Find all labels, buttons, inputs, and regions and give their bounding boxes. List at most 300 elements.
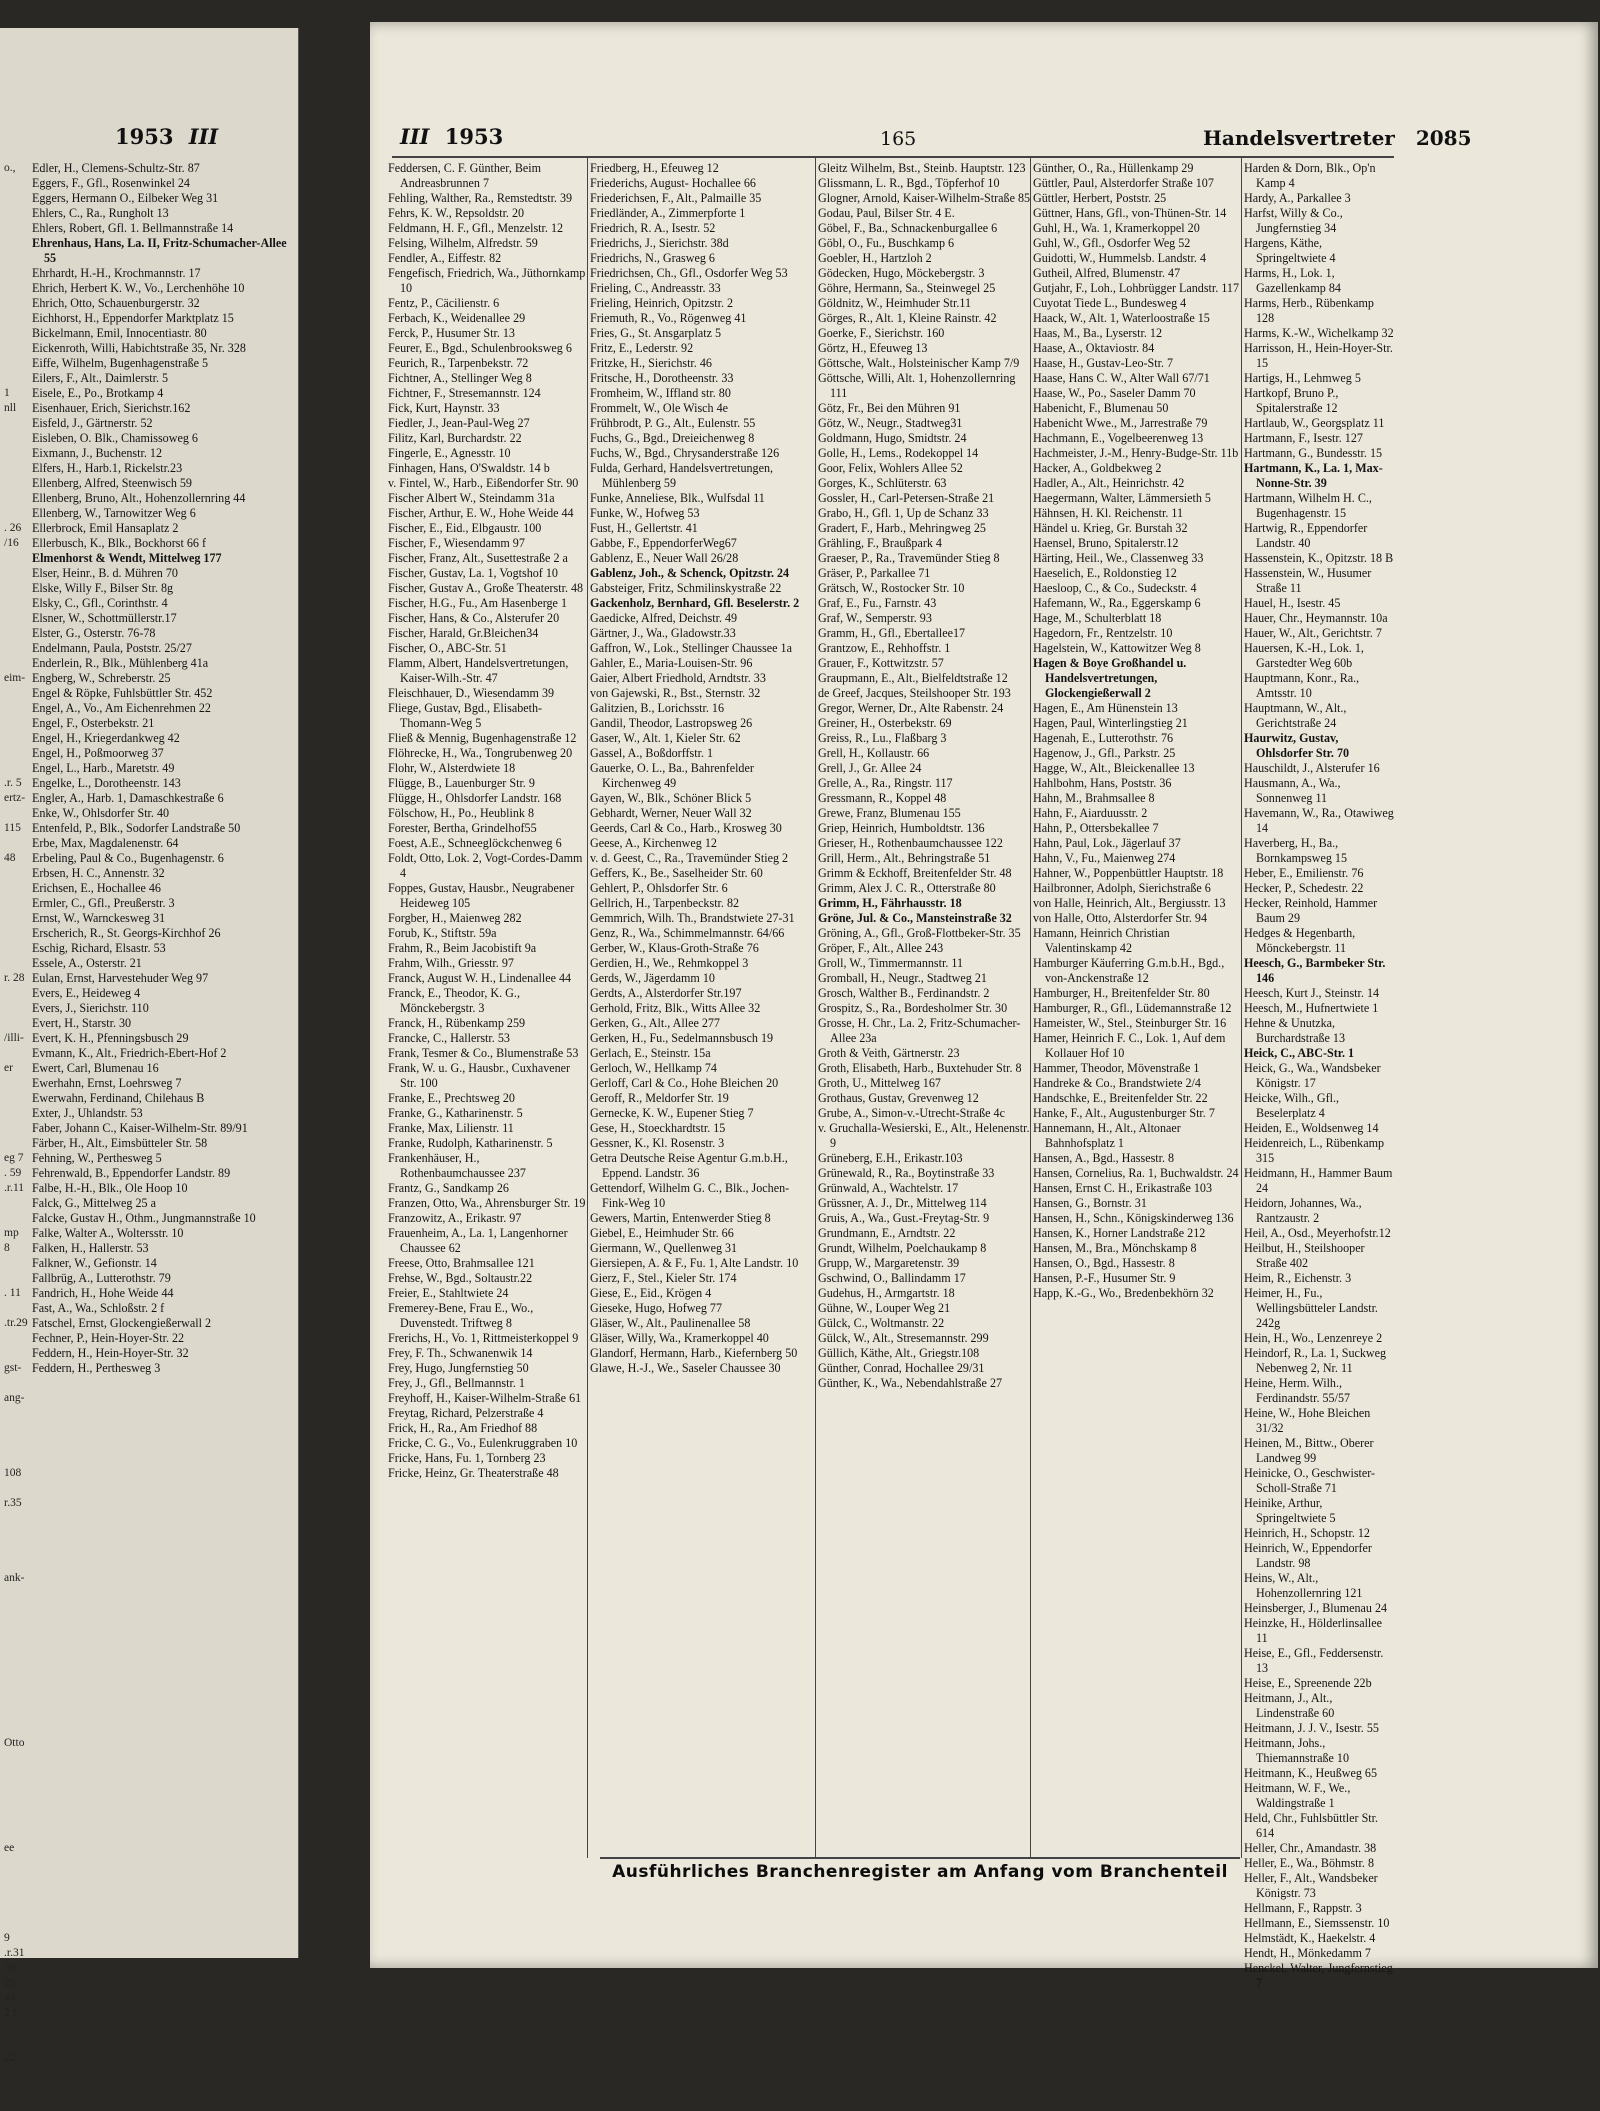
page-number: 165 xyxy=(880,128,917,150)
margin-fragment xyxy=(4,896,26,911)
directory-entry: Finhagen, Hans, O'Swaldstr. 14 b xyxy=(388,461,550,475)
margin-fragment xyxy=(4,1676,26,1691)
margin-fragment: /illi- xyxy=(4,1032,24,1044)
margin-fragment xyxy=(4,1631,26,1646)
directory-entry: Gerdts, A., Alsterdorfer Str.197 xyxy=(590,986,742,1000)
margin-fragment xyxy=(4,1211,26,1226)
directory-entry: Engberg, W., Schreberstr. 25 xyxy=(32,671,171,685)
directory-entry: Foest, A.E., Schneeglöckchenweg 6 xyxy=(388,836,562,850)
margin-fragment xyxy=(4,1271,26,1286)
directory-entry: Falke, Walter A., Woltersstr. 10 xyxy=(32,1226,184,1240)
directory-entry: Grieser, H., Rothenbaumchaussee 122 xyxy=(818,836,1003,850)
directory-entry: Gebhardt, Werner, Neuer Wall 32 xyxy=(590,806,752,820)
directory-entry: Gierz, F., Stel., Kieler Str. 174 xyxy=(590,1271,737,1285)
directory-entry: Enke, W., Ohlsdorfer Str. 40 xyxy=(32,806,170,820)
margin-fragment: .r.31 xyxy=(4,1947,25,1959)
column-3 xyxy=(818,161,1031,1861)
directory-entry: Heinsberger, J., Blumenau 24 xyxy=(1244,1601,1388,1615)
margin-fragment: 1 xyxy=(4,387,10,399)
margin-fragment: ank- xyxy=(4,1572,25,1584)
directory-entry: Goerke, F., Sierichstr. 160 xyxy=(818,326,945,340)
directory-entry: Härting, Heil., We., Classenweg 33 xyxy=(1033,551,1204,565)
directory-entry: Hartkopf, Bruno P., Spitalerstraße 12 xyxy=(1244,386,1339,415)
directory-entry: Heindorf, R., La. 1, Suckweg Nebenweg 2, Nr. 11 xyxy=(1244,1346,1387,1375)
margin-fragment xyxy=(4,236,26,251)
directory-entry: Gauerke, O. L., Ba., Bahrenfelder Kirchenweg 49 xyxy=(590,761,754,790)
directory-entry: Hahn, F., Aiarduusstr. 2 xyxy=(1033,806,1148,820)
margin-fragment xyxy=(4,701,26,716)
directory-entry: Guhl, W., Gfl., Osdorfer Weg 52 xyxy=(1033,236,1191,250)
directory-entry: Engel, H., Kriegerdankweg 42 xyxy=(32,731,180,745)
directory-entry: Gutheil, Alfred, Blumenstr. 47 xyxy=(1033,266,1181,280)
directory-entry: Eggers, F., Gfl., Rosenwinkel 24 xyxy=(32,176,190,190)
directory-entry: Friederichs, August- Hochallee 66 xyxy=(590,176,756,190)
left-page-fragments xyxy=(4,161,26,2111)
column-divider xyxy=(1241,158,1242,1858)
directory-entry: Grähling, F., Braußpark 4 xyxy=(818,536,942,550)
directory-entry: Grospitz, S., Ra., Bordesholmer Str. 30 xyxy=(818,1001,1008,1015)
directory-entry: Göhre, Hermann, Sa., Steinwegel 25 xyxy=(818,281,996,295)
margin-fragment xyxy=(4,911,26,926)
directory-entry: Glogner, Arnold, Kaiser-Wilhelm-Straße 85 xyxy=(818,191,1031,205)
directory-entry: Hadler, A., Alt., Heinrichstr. 42 xyxy=(1033,476,1185,490)
directory-entry: Heick, G., Wa., Wandsbeker Königstr. 17 xyxy=(1244,1061,1381,1090)
directory-entry: Fischer, Hans, & Co., Alsterufer 20 xyxy=(388,611,560,625)
directory-entry: Hacker, A., Goldbekweg 2 xyxy=(1033,461,1162,475)
directory-entry: Erscherich, R., St. Georgs-Kirchhof 26 xyxy=(32,926,221,940)
directory-entry: Forub, K., Stiftstr. 59a xyxy=(388,926,497,940)
directory-entry: Heitmann, J. J. V., Isestr. 55 xyxy=(1244,1721,1379,1735)
directory-entry: Gülck, C., Woltmanstr. 22 xyxy=(818,1316,945,1330)
directory-entry: Goldmann, Hugo, Smidtstr. 24 xyxy=(818,431,967,445)
directory-entry: Fingerle, E., Agnesstr. 10 xyxy=(388,446,511,460)
margin-fragment xyxy=(4,1301,26,1316)
directory-entry: Engel & Röpke, Fuhlsbüttler Str. 452 xyxy=(32,686,213,700)
directory-entry: Heinen, M., Bittw., Oberer Landweg 99 xyxy=(1244,1436,1374,1465)
directory-entry: Ellerbrock, Emil Hansaplatz 2 xyxy=(32,521,179,535)
directory-entry: Hameister, W., Stel., Steinburger Str. 16 xyxy=(1033,1016,1227,1030)
directory-entry: Hauel, H., Isestr. 45 xyxy=(1244,596,1341,610)
directory-entry: Engel, L., Harb., Maretstr. 49 xyxy=(32,761,175,775)
margin-fragment xyxy=(4,1121,26,1136)
directory-entry: Haeselich, E., Roldonstieg 12 xyxy=(1033,566,1177,580)
directory-entry: Grimm, Alex J. C. R., Otterstraße 80 xyxy=(818,881,996,895)
directory-entry: Grell, H., Kollaustr. 66 xyxy=(818,746,930,760)
directory-entry: Hauptmann, Konr., Ra., Amtsstr. 10 xyxy=(1244,671,1360,700)
directory-entry: Fehrs, K. W., Repsoldstr. 20 xyxy=(388,206,525,220)
directory-entry: Grüssner, A. J., Dr., Mittelweg 114 xyxy=(818,1196,987,1210)
directory-entry: Geese, A., Kirchenweg 12 xyxy=(590,836,717,850)
directory-entry: Gahler, E., Maria-Louisen-Str. 96 xyxy=(590,656,753,670)
margin-fragment xyxy=(4,566,26,581)
directory-entry: Ewerwahn, Ferdinand, Chilehaus B xyxy=(32,1091,205,1105)
margin-fragment xyxy=(4,1856,26,1871)
margin-fragment xyxy=(4,1766,26,1781)
directory-entry: Eulan, Ernst, Harvestehuder Weg 97 xyxy=(32,971,209,985)
directory-entry: Ehlers, Robert, Gfl. 1. Bellmannstraße 14 xyxy=(32,221,234,235)
margin-fragment xyxy=(4,2066,26,2081)
margin-fragment xyxy=(4,341,26,356)
margin-fragment xyxy=(4,941,26,956)
margin-fragment: Otto xyxy=(4,1737,25,1749)
margin-fragment xyxy=(4,1421,26,1436)
directory-entry: Heinike, Arthur, Springeltwiete 5 xyxy=(1244,1496,1336,1525)
directory-entry: Fischer, Franz, Alt., Susettestraße 2 a xyxy=(388,551,568,565)
margin-fragment xyxy=(4,1646,26,1661)
margin-fragment xyxy=(4,2021,26,2036)
directory-entry: Haverberg, H., Ba., Bornkampsweg 15 xyxy=(1244,836,1348,865)
margin-fragment xyxy=(4,866,26,881)
directory-entry: Fricke, C. G., Vo., Eulenkruggraben 10 xyxy=(388,1436,578,1450)
directory-entry: Faber, Johann C., Kaiser-Wilhelm-Str. 89/91 xyxy=(32,1121,248,1135)
directory-entry: Feddersen, C. F. Günther, Beim Andreasbrunnen 7 xyxy=(388,161,542,190)
directory-entry: Feldmann, H. F., Gfl., Menzelstr. 12 xyxy=(388,221,564,235)
directory-entry: Fischer, O., ABC-Str. 51 xyxy=(388,641,507,655)
right-volume-year xyxy=(400,124,503,149)
directory-entry: Ehrich, Herbert K. W., Vo., Lerchenhöhe 10 xyxy=(32,281,245,295)
directory-entry: Färber, H., Alt., Eimsbütteler Str. 58 xyxy=(32,1136,208,1150)
directory-entry: Franke, Rudolph, Katharinenstr. 5 xyxy=(388,1136,553,1150)
margin-fragment xyxy=(4,1886,26,1901)
column-divider xyxy=(815,158,816,1858)
directory-entry: Frey, F. Th., Schwanenwik 14 xyxy=(388,1346,533,1360)
directory-entry: Foldt, Otto, Lok. 2, Vogt-Cordes-Damm 4 xyxy=(388,851,583,880)
margin-fragment: 2 f xyxy=(4,2007,17,2019)
directory-entry: Hansen, O., Bgd., Hassestr. 8 xyxy=(1033,1256,1175,1270)
directory-entry: Friedberg, H., Efeuweg 12 xyxy=(590,161,719,175)
margin-fragment xyxy=(4,956,26,971)
directory-entry: Eisele, E., Po., Brotkamp 4 xyxy=(32,386,164,400)
directory-entry: Grünewald, R., Ra., Boytinstraße 33 xyxy=(818,1166,995,1180)
directory-entry: Günther, Conrad, Hochallee 29/31 xyxy=(818,1361,985,1375)
directory-entry: Hargens, Käthe, Springeltwiete 4 xyxy=(1244,236,1336,265)
directory-entry: Frieling, Heinrich, Opitzstr. 2 xyxy=(590,296,734,310)
directory-entry: Falken, H., Hallerstr. 53 xyxy=(32,1241,149,1255)
directory-entry: Friederichsen, F., Alt., Palmaille 35 xyxy=(590,191,762,205)
directory-entry: Helmstädt, K., Haekelstr. 4 xyxy=(1244,1931,1376,1945)
directory-entry: Haase, H., Gustav-Leo-Str. 7 xyxy=(1033,356,1174,370)
directory-entry: Eichhorst, H., Eppendorfer Marktplatz 15 xyxy=(32,311,234,325)
directory-entry: Hedges & Hegenbarth, Mönckebergstr. 11 xyxy=(1244,926,1356,955)
directory-entry: Gödecken, Hugo, Möckebergstr. 3 xyxy=(818,266,985,280)
directory-entry: Getra Deutsche Reise Agentur G.m.b.H., Eppend. Landstr. 36 xyxy=(590,1151,788,1180)
directory-entry: Goor, Felix, Wohlers Allee 52 xyxy=(818,461,963,475)
directory-entry: Grosse, H. Chr., La. 2, Fritz-Schumacher-Allee 23a xyxy=(818,1016,1021,1045)
directory-entry: Gernecke, K. W., Eupener Stieg 7 xyxy=(590,1106,754,1120)
margin-fragment: 108 xyxy=(4,1467,22,1479)
directory-entry: Grosch, Walther B., Ferdinandstr. 2 xyxy=(818,986,990,1000)
directory-entry: Hellmann, E., Siemssenstr. 10 xyxy=(1244,1916,1390,1930)
directory-entry: Fromheim, W., Iffland str. 80 xyxy=(590,386,731,400)
directory-entry: Bickelmann, Emil, Innocentiastr. 80 xyxy=(32,326,207,340)
directory-entry: Groth, Elisabeth, Harb., Buxtehuder Str. 8 xyxy=(818,1061,1022,1075)
directory-entry: Elske, Willy F., Bilser Str. 8g xyxy=(32,581,174,595)
margin-fragment xyxy=(4,1481,26,1496)
directory-entry: Grünwald, A., Wachtelstr. 17 xyxy=(818,1181,959,1195)
directory-entry: Elfers, H., Harb.1, Rickelstr.23 xyxy=(32,461,183,475)
directory-entry: Eisenhauer, Erich, Sierichstr.162 xyxy=(32,401,191,415)
directory-entry: Fischer, F., Wiesendamm 97 xyxy=(388,536,525,550)
directory-entry: Frey, Hugo, Jungfernstieg 50 xyxy=(388,1361,529,1375)
directory-entry: Geffers, K., Be., Saselheider Str. 60 xyxy=(590,866,763,880)
directory-entry: Gradert, F., Harb., Mehringweg 25 xyxy=(818,521,986,535)
directory-entry: Franke, Max, Lilienstr. 11 xyxy=(388,1121,514,1135)
margin-fragment xyxy=(4,1091,26,1106)
directory-entry: Hahn, V., Fu., Maienweg 274 xyxy=(1033,851,1176,865)
directory-entry: Hauer, Chr., Heymannstr. 10a xyxy=(1244,611,1388,625)
directory-entry: Graupmann, E., Alt., Bielfeldtstraße 12 xyxy=(818,671,1008,685)
directory-entry: Fricke, Hans, Fu. 1, Tornberg 23 xyxy=(388,1451,546,1465)
directory-entry: Evers, J., Sierichstr. 110 xyxy=(32,1001,149,1015)
directory-entry: Heller, E., Wa., Böhmstr. 8 xyxy=(1244,1856,1374,1870)
directory-entry: Friedländer, A., Zimmerpforte 1 xyxy=(590,206,746,220)
margin-fragment xyxy=(4,311,26,326)
directory-entry: Heitmann, K., Heußweg 65 xyxy=(1244,1766,1378,1780)
directory-entry: Flohr, W., Alsterdwiete 18 xyxy=(388,761,516,775)
directory-entry: Fischer, Arthur, E. W., Hohe Weide 44 xyxy=(388,506,574,520)
margin-fragment xyxy=(4,1826,26,1841)
directory-entry: Hagen, E., Am Hünenstein 13 xyxy=(1033,701,1178,715)
directory-entry: Haurwitz, Gustav, Ohlsdorfer Str. 70 xyxy=(1244,731,1350,760)
directory-entry: Ferbach, K., Weidenallee 29 xyxy=(388,311,526,325)
directory-entry: Gerken, H., Fu., Sedelmannsbusch 19 xyxy=(590,1031,774,1045)
directory-entry: Fatschel, Ernst, Glockengießerwall 2 xyxy=(32,1316,212,1330)
directory-entry: Grill, Herm., Alt., Behringstraße 51 xyxy=(818,851,991,865)
directory-entry: Hannemann, H., Alt., Altonaer Bahnhofsplatz 1 xyxy=(1033,1121,1181,1150)
margin-fragment xyxy=(4,476,26,491)
margin-fragment: .tr.29 xyxy=(4,1317,28,1329)
directory-entry: Graf, E., Fu., Farnstr. 43 xyxy=(818,596,937,610)
directory-entry: Heesch, M., Hufnertwiete 1 xyxy=(1244,1001,1379,1015)
directory-entry: Gleitz Wilhelm, Bst., Steinb. Hauptstr. 123 xyxy=(818,161,1026,175)
margin-fragment xyxy=(4,926,26,941)
margin-fragment xyxy=(4,1076,26,1091)
directory-entry: Fentz, P., Cäcilienstr. 6 xyxy=(388,296,500,310)
directory-entry: Havemann, W., Ra., Otawiweg 14 xyxy=(1244,806,1394,835)
directory-entry: Flöhrecke, H., Wa., Tongrubenweg 20 xyxy=(388,746,573,760)
margin-fragment xyxy=(4,296,26,311)
margin-fragment xyxy=(4,761,26,776)
directory-entry: Gülck, W., Alt., Stresemannstr. 299 xyxy=(818,1331,989,1345)
directory-entry: v. Gruchalla-Wesierski, E., Alt., Helenenstr. 9 xyxy=(818,1121,1030,1150)
margin-fragment xyxy=(4,491,26,506)
directory-entry: Heise, E., Gfl., Feddersenstr. 13 xyxy=(1244,1646,1384,1675)
directory-entry: Gärtner, J., Wa., Gladowstr.33 xyxy=(590,626,736,640)
directory-entry: Hartwig, R., Eppendorfer Landstr. 40 xyxy=(1244,521,1368,550)
margin-fragment xyxy=(4,1601,26,1616)
directory-entry: Fischer, H.G., Fu., Am Hasenberge 1 xyxy=(388,596,567,610)
directory-entry: Gellrich, H., Tarpenbeckstr. 82 xyxy=(590,896,740,910)
margin-fragment: gst- xyxy=(4,1362,22,1374)
directory-entry: Heitmann, W. F., We., Waldingstraße 1 xyxy=(1244,1781,1351,1810)
margin-fragment xyxy=(4,1526,26,1541)
directory-entry: Heitmann, J., Alt., Lindenstraße 60 xyxy=(1244,1691,1335,1720)
directory-entry: Ellerbusch, K., Blk., Bockhorst 66 f xyxy=(32,536,206,550)
directory-entry: Flügge, B., Lauenburger Str. 9 xyxy=(388,776,535,790)
directory-entry: Hagen, Paul, Winterlingstieg 21 xyxy=(1033,716,1188,730)
directory-entry: Gröper, F., Alt., Allee 243 xyxy=(818,941,944,955)
directory-entry: Francke, C., Hallerstr. 53 xyxy=(388,1031,510,1045)
margin-fragment xyxy=(4,1541,26,1556)
directory-entry: Haensel, Bruno, Spitalerstr.12 xyxy=(1033,536,1179,550)
margin-fragment xyxy=(4,686,26,701)
directory-entry: Glissmann, L. R., Bgd., Töpferhof 10 xyxy=(818,176,1000,190)
directory-entry: Held, Chr., Fuhlsbüttler Str. 614 xyxy=(1244,1811,1379,1840)
directory-entry: von Halle, Heinrich, Alt., Bergiusstr. 13 xyxy=(1033,896,1226,910)
directory-entry: Geroff, R., Meldorfer Str. 19 xyxy=(590,1091,729,1105)
directory-entry: Gerlach, E., Steinstr. 15a xyxy=(590,1046,711,1060)
directory-entry: v. d. Geest, C., Ra., Travemünder Stieg 2 xyxy=(590,851,789,865)
directory-entry: Freyhoff, H., Kaiser-Wilhelm-Straße 61 xyxy=(388,1391,582,1405)
directory-entry: Evers, E., Heideweg 4 xyxy=(32,986,141,1000)
margin-fragment xyxy=(4,371,26,386)
directory-entry: Gaedicke, Alfred, Deichstr. 49 xyxy=(590,611,738,625)
directory-entry: Hahn, M., Brahmsallee 8 xyxy=(1033,791,1155,805)
directory-entry: Hachmeister, J.-M., Henry-Budge-Str. 11b xyxy=(1033,446,1239,460)
directory-entry: Franzowitz, A., Erikastr. 97 xyxy=(388,1211,522,1225)
directory-entry: Frahm, Wilh., Griesstr. 97 xyxy=(388,956,514,970)
directory-entry: Hehne & Unutzka, Burchardstraße 13 xyxy=(1244,1016,1345,1045)
margin-fragment xyxy=(4,596,26,611)
directory-entry: Gerloff, Carl & Co., Hohe Bleichen 20 xyxy=(590,1076,779,1090)
margin-fragment xyxy=(4,2081,26,2096)
directory-entry: Feurer, E., Bgd., Schulenbrooksweg 6 xyxy=(388,341,572,355)
directory-entry: Hauersen, K.-H., Lok. 1, Garstedter Weg 60b xyxy=(1244,641,1364,670)
directory-entry: Heller, Chr., Amandastr. 38 xyxy=(1244,1841,1377,1855)
directory-entry: Fandrich, H., Hohe Weide 44 xyxy=(32,1286,174,1300)
directory-entry: Heine, W., Hohe Bleichen 31/32 xyxy=(1244,1406,1371,1435)
directory-entry: Ehlers, C., Ra., Rungholt 13 xyxy=(32,206,169,220)
directory-entry: Fließ & Mennig, Bugenhagenstraße 12 xyxy=(388,731,577,745)
margin-fragment xyxy=(4,191,26,206)
directory-entry: Franck, E., Theodor, K. G., Mönckebergstr. 3 xyxy=(388,986,520,1015)
directory-entry: von Gajewski, R., Bst., Sternstr. 32 xyxy=(590,686,761,700)
directory-entry: Günther, O., Ra., Hüllenkamp 29 xyxy=(1033,161,1194,175)
directory-entry: Friedrichsen, Ch., Gfl., Osdorfer Weg 53 xyxy=(590,266,788,280)
directory-entry: Gewers, Martin, Entenwerder Stieg 8 xyxy=(590,1211,771,1225)
directory-entry: Guhl, H., Wa. 1, Kramerkoppel 20 xyxy=(1033,221,1200,235)
margin-fragment xyxy=(4,356,26,371)
margin-fragment: ang- xyxy=(4,1392,25,1404)
directory-entry: Göttsche, Walt., Holsteinischer Kamp 7/9 xyxy=(818,356,1020,370)
directory-entry: Harms, H., Lok. 1, Gazellenkamp 84 xyxy=(1244,266,1341,295)
margin-fragment xyxy=(4,1346,26,1361)
column-divider xyxy=(1030,158,1031,1858)
directory-entry: Hartmann, K., La. 1, Max-Nonne-Str. 39 xyxy=(1244,461,1383,490)
directory-entry: Hage, M., Schulterblatt 18 xyxy=(1033,611,1162,625)
margin-fragment: r. 28 xyxy=(4,972,25,984)
left-page-header xyxy=(115,124,218,149)
directory-entry: Heicke, Wilh., Gfl., Beselerplatz 4 xyxy=(1244,1091,1340,1120)
margin-fragment xyxy=(4,1916,26,1931)
header-rule xyxy=(392,156,1394,158)
directory-entry: Eggers, Hermann O., Eilbeker Weg 31 xyxy=(32,191,219,205)
directory-entry: Hassenstein, K., Opitzstr. 18 B xyxy=(1244,551,1394,565)
directory-entry: Friemuth, R., Vo., Rögenweg 41 xyxy=(590,311,747,325)
directory-entry: Greiner, H., Osterbekstr. 69 xyxy=(818,716,952,730)
directory-entry: Hauptmann, W., Alt., Gerichtstraße 24 xyxy=(1244,701,1347,730)
margin-fragment xyxy=(4,416,26,431)
margin-fragment: eim- xyxy=(4,672,26,684)
directory-entry: Fremerey-Bene, Frau E., Wo., Duvenstedt. Triftweg 8 xyxy=(388,1301,534,1330)
directory-entry: Hansen, K., Horner Landstraße 212 xyxy=(1033,1226,1206,1240)
directory-entry: Groll, W., Timmermannstr. 11 xyxy=(818,956,964,970)
margin-fragment xyxy=(4,461,26,476)
directory-entry: Erbe, Max, Magdalenenstr. 64 xyxy=(32,836,179,850)
directory-entry: Gschwind, O., Ballindamm 17 xyxy=(818,1271,966,1285)
directory-entry: Hagenah, E., Lutterothstr. 76 xyxy=(1033,731,1174,745)
directory-entry: Gröne, Jul. & Co., Mansteinstraße 32 xyxy=(818,911,1012,925)
directory-entry: Harfst, Willy & Co., Jungfernstieg 34 xyxy=(1244,206,1343,235)
directory-entry: Grimm & Eckhoff, Breitenfelder Str. 48 xyxy=(818,866,1012,880)
directory-entry: Hansen, A., Bgd., Hassestr. 8 xyxy=(1033,1151,1175,1165)
directory-entry: Harden & Dorn, Blk., Op'n Kamp 4 xyxy=(1244,161,1376,190)
directory-entry: Fischer, Harald, Gr.Bleichen34 xyxy=(388,626,539,640)
directory-entry: Foppes, Gustav, Hausbr., Neugrabener Heideweg 105 xyxy=(388,881,575,910)
directory-entry: Flamm, Albert, Handelsvertretungen, Kaiser-Wilh.-Str. 47 xyxy=(388,656,569,685)
margin-fragment xyxy=(4,641,26,656)
directory-entry: Falkner, W., Gefionstr. 14 xyxy=(32,1256,157,1270)
directory-entry: Hein, H., Wo., Lenzenreye 2 xyxy=(1244,1331,1383,1345)
margin-fragment xyxy=(4,1811,26,1826)
margin-fragment: . 59 xyxy=(4,1167,22,1179)
directory-entry: Fehrenwald, B., Eppendorfer Landstr. 89 xyxy=(32,1166,231,1180)
left-year: 1953 xyxy=(115,124,174,149)
directory-entry: Guidotti, W., Hummelsb. Landstr. 4 xyxy=(1033,251,1207,265)
directory-entry: Eilers, F., Alt., Daimlerstr. 5 xyxy=(32,371,169,385)
directory-entry: Günther, K., Wa., Nebendahlstraße 27 xyxy=(818,1376,1003,1390)
margin-fragment xyxy=(4,1451,26,1466)
directory-entry: Fiedler, J., Jean-Paul-Weg 27 xyxy=(388,416,530,430)
directory-entry: Edler, H., Clemens-Schultz-Str. 87 xyxy=(32,161,200,175)
directory-entry: Fischer Albert W., Steindamm 31a xyxy=(388,491,555,505)
directory-entry: Feurich, R., Tarpenbekstr. 72 xyxy=(388,356,529,370)
directory-entry: Haas, M., Ba., Lyserstr. 12 xyxy=(1033,326,1162,340)
directory-entry: Göbel, F., Ba., Schnackenburgallee 6 xyxy=(818,221,998,235)
margin-fragment xyxy=(4,326,26,341)
right-year: 1953 xyxy=(444,124,504,149)
directory-entry: Grüneberg, E.H., Erikastr.103 xyxy=(818,1151,963,1165)
directory-entry: Henckel, Walter, Jungfernstieg 7 xyxy=(1244,1961,1393,1990)
directory-entry: Hansen, P.-F., Husumer Str. 9 xyxy=(1033,1271,1176,1285)
directory-entry: Exter, J., Uhlandstr. 53 xyxy=(32,1106,143,1120)
directory-entry: Graf, W., Semperstr. 93 xyxy=(818,611,932,625)
margin-fragment xyxy=(4,1721,26,1736)
directory-entry: Feddern, H., Hein-Hoyer-Str. 32 xyxy=(32,1346,189,1360)
directory-entry: Fehling, Walther, Ra., Remstedtstr. 39 xyxy=(388,191,573,205)
directory-entry: Falck, G., Mittelweg 25 a xyxy=(32,1196,156,1210)
directory-entry: Frahm, R., Beim Jacobistift 9a xyxy=(388,941,537,955)
directory-entry: Gese, H., Stoeckhardtstr. 15 xyxy=(590,1121,726,1135)
directory-entry: Götz, W., Neugr., Stadtweg31 xyxy=(818,416,963,430)
directory-entry: Glandorf, Hermann, Harb., Kiefernberg 50 xyxy=(590,1346,798,1360)
directory-entry: Grell, J., Gr. Allee 24 xyxy=(818,761,922,775)
directory-entry: Gerdien, H., We., Rehmkoppel 3 xyxy=(590,956,749,970)
directory-entry: Hausmann, A., Wa., Sonnenweg 11 xyxy=(1244,776,1341,805)
margin-fragment xyxy=(4,1376,26,1391)
directory-entry: Hamburger, H., Breitenfelder Str. 80 xyxy=(1033,986,1210,1000)
directory-entry: Heber, E., Emilienstr. 76 xyxy=(1244,866,1364,880)
directory-entry: Fuchs, G., Bgd., Dreieichenweg 8 xyxy=(590,431,755,445)
directory-entry: Gablenz, E., Neuer Wall 26/28 xyxy=(590,551,739,565)
left-volume: III xyxy=(188,124,219,149)
directory-entry: Griep, Heinrich, Humboldtstr. 136 xyxy=(818,821,985,835)
section-title: Handelsvertreter xyxy=(1203,126,1395,150)
directory-entry: Frantz, G., Sandkamp 26 xyxy=(388,1181,509,1195)
margin-fragment xyxy=(4,626,26,641)
directory-entry: Fick, Kurt, Haynstr. 33 xyxy=(388,401,500,415)
directory-entry: Haesloop, C., & Co., Sudeckstr. 4 xyxy=(1033,581,1197,595)
